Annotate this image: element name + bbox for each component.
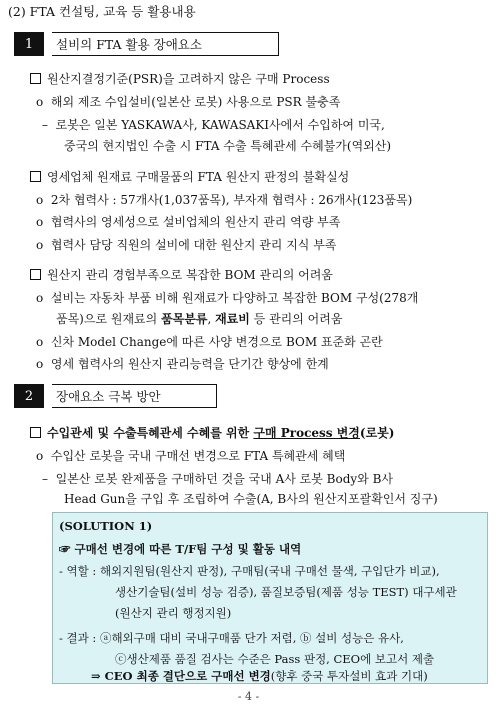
circle-bullet-icon: o: [36, 335, 51, 349]
checkbox-square-icon: [30, 73, 41, 84]
section-1-label: 설비의 FTA 활용 장애요소: [52, 32, 279, 56]
circle-bullet-icon: o: [36, 215, 51, 229]
list-item: 수입관세 및 수출특혜관세 수혜를 위한 구매 Process 변경(로봇): [30, 424, 394, 441]
list-item: 영세업체 원재료 구매물품의 FTA 원산지 판정의 불확실성: [30, 168, 349, 185]
section-1-header: [14, 32, 279, 56]
list-item: o 설비는 자동차 부품 비해 원재료가 다양하고 복잡한 BOM 구성(278개: [36, 291, 419, 305]
list-item: o 해외 제조 수입설비(일본산 로봇) 사용으로 PSR 불충족: [36, 95, 341, 109]
list-item: 원산지 관리 경험부족으로 복잡한 BOM 관리의 어려움: [30, 266, 333, 283]
section-2-label: 장애요소 극복 방안: [52, 384, 217, 408]
circle-bullet-icon: o: [36, 193, 51, 207]
solution-title: (SOLUTION 1): [59, 519, 153, 533]
circle-bullet-icon: o: [36, 95, 51, 109]
circle-bullet-icon: o: [36, 449, 51, 463]
section-title: (2) FTA 컨설팅, 교육 등 활용내용: [8, 4, 196, 19]
section-2-header: [14, 384, 217, 408]
list-item-continued: 품목)으로 원재료의 품목분류, 재료비 등 관리의 어려움: [56, 312, 343, 326]
list-item: o 협력사의 영세성으로 설비업체의 원산지 관리 역량 부족: [36, 215, 341, 229]
list-item: – 일본산 로봇 완제품을 구매하던 것을 국내 A사 로봇 Body와 B사: [42, 472, 393, 486]
solution-box: [52, 512, 488, 684]
dash-bullet-icon: –: [42, 472, 56, 486]
list-item: o 영세 협력사의 원산지 관리능력을 단기간 향상에 한계: [36, 357, 329, 371]
circle-bullet-icon: o: [36, 357, 51, 371]
list-item-continued: Head Gun을 구입 후 조립하여 수출(A, B사의 원산지포괄확인서 징구): [64, 492, 438, 506]
checkbox-square-icon: [30, 171, 41, 182]
solution-heading: ☞ 구매선 변경에 따른 T/F팀 구성 및 활동 내역: [59, 542, 302, 556]
checkbox-square-icon: [30, 269, 41, 280]
list-item: o 2차 협력사 : 57개사(1,037품목), 부자재 협력사 : 26개사(123품목): [36, 193, 413, 207]
solution-result-line: ⓒ생산제품 품질 검사는 수준은 Pass 판정, CEO에 보고서 제출: [115, 652, 435, 666]
circle-bullet-icon: o: [36, 291, 51, 305]
solution-role-line: (원산지 관리 행정지원): [115, 606, 232, 620]
list-item: o 협력사 담당 직원의 설비에 대한 원산지 관리 지식 부족: [36, 238, 337, 252]
list-item: – 로봇은 일본 YASKAWA사, KAWASAKI사에서 수입하여 미국,: [42, 118, 385, 132]
checkbox-square-icon: [30, 427, 41, 438]
section-1-number: 1: [14, 32, 44, 56]
solution-role-line: 생산기술팀(설비 성능 검증), 품질보증팀(제품 성능 TEST) 대구세관: [115, 585, 457, 599]
section-2-number: 2: [14, 384, 44, 408]
list-item-continued: 중국의 현지법인 수출 시 FTA 수출 특혜관세 수혜불가(역외산): [64, 139, 392, 153]
solution-result-line: - 결과 : ⓐ해외구매 대비 국내구매품 단가 저렴, ⓑ 설비 성능은 유사,: [59, 631, 404, 645]
solution-role-line: - 역할 : 해외지원팀(원산지 판정), 구매팀(국내 구매선 물색, 구입단가 비교),: [59, 564, 440, 578]
list-item: 원산지결정기준(PSR)을 고려하지 않은 구매 Process: [30, 70, 330, 87]
list-item: o 수입산 로봇을 국내 구매선 변경으로 FTA 특혜관세 혜택: [36, 449, 346, 463]
list-item: o 신차 Model Change에 따른 사양 변경으로 BOM 표준화 곤란: [36, 335, 383, 349]
solution-conclusion: ⇒ CEO 최종 결단으로 구매선 변경(향후 중국 투자설비 효과 기대): [91, 669, 428, 683]
circle-bullet-icon: o: [36, 238, 51, 252]
dash-bullet-icon: –: [42, 118, 56, 132]
page-number: - 4 -: [237, 690, 260, 703]
